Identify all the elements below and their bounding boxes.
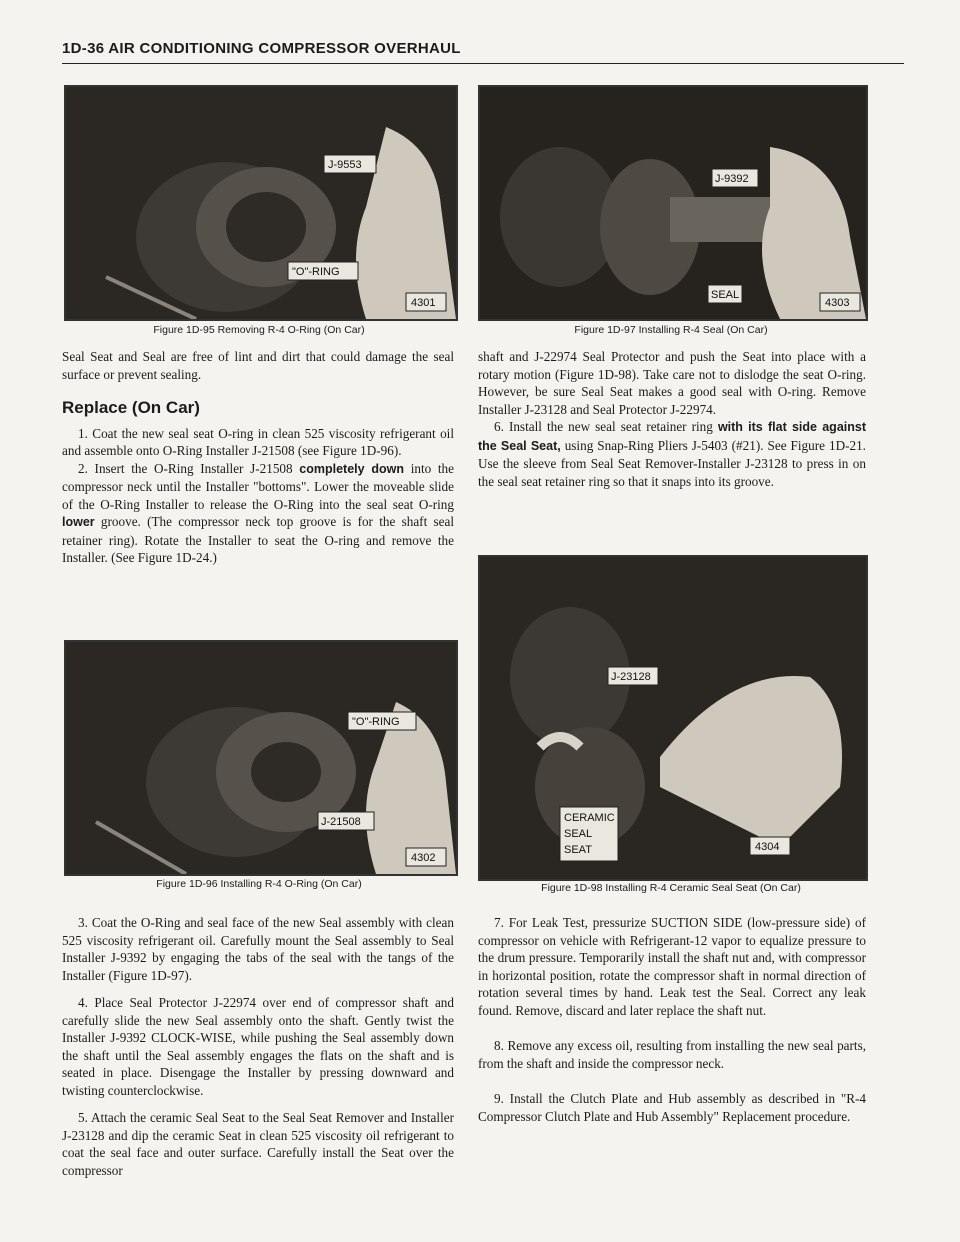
step-3: 3. Coat the O-Ring and seal face of the new Seal assembly with clean 525 viscosity refrigerant oil. Carefully mount the Seal assembly to Seal Installer J-9392 by engaging the tabs of the seal with the tangs of the Installer (Figure 1D-97). — [62, 915, 454, 983]
callout-seal: SEAL — [711, 289, 740, 301]
callout-seal-2: SEAL — [564, 828, 593, 840]
callout-4304: 4304 — [755, 841, 780, 853]
figure-1d-96-photo — [64, 640, 458, 876]
callout-j9553: J-9553 — [328, 159, 362, 171]
callout-4302: 4302 — [411, 852, 436, 864]
section-heading-replace: Replace (On Car) — [62, 398, 200, 417]
callout-o-ring-2: "O"-RING — [352, 716, 400, 728]
step-4: 4. Place Seal Protector J-22974 over end of compressor shaft and carefully slide the new Seal assembly onto the shaft. Gently twist the Installer J-9392 CLOCK-WISE, while pushing the Seal assembly down the shaft until the Seal assembly engages the flats on the shaft and is seated in place. Disengage the Installer by pressing downward and twisting counterclockwise. — [62, 995, 454, 1098]
step-2: 2. Insert the O-Ring Installer J-21508 completely down into the compressor neck until the Installer "bottoms". Lower the moveable slide of the O-Ring Installer to release the O-Ring into the seal seat O-ring lower groove. (The compressor neck top groove is for the shaft seal retainer ring). Rotate the Installer to seat the O-ring and remove the Installer. (See Figure 1D-24.) — [62, 460, 454, 565]
figure-1d-97-caption: Figure 1D-97 Installing R-4 Seal (On Car) — [574, 324, 768, 336]
callout-o-ring: "O"-RING — [292, 266, 340, 278]
left-column-top — [62, 348, 454, 567]
step-9: 9. Install the Clutch Plate and Hub assembly as described in "R-4 Compressor Clutch Plate and Hub Assembly" Replacement procedure. — [478, 1091, 866, 1124]
intro-paragraph: Seal Seat and Seal are free of lint and dirt that could damage the seal surface or prevent sealing. — [62, 349, 454, 382]
callout-ceramic: CERAMIC — [564, 812, 615, 824]
callout-j21508: J-21508 — [321, 816, 361, 828]
step-1: 1. Coat the new seal seat O-ring in clean 525 viscosity refrigerant oil and assemble onto O-Ring Installer J-21508 (see Figure 1D-96). — [62, 425, 454, 458]
figure-1d-95-photo — [64, 85, 458, 321]
callout-j9392: J-9392 — [715, 173, 749, 185]
right-column-top — [478, 348, 866, 490]
figure-1d-98-photo — [478, 555, 868, 881]
left-column-bottom — [62, 914, 454, 1179]
step-5: 5. Attach the ceramic Seal Seat to the Seal Seat Remover and Installer J-23128 and dip the ceramic Seat in clean 525 viscosity oil refrigerant to coat the seal face and outer surface. Carefully install the Seat over the compressor — [62, 1110, 454, 1178]
step-6: 6. Install the new seal seat retainer ring with its flat side against the Seal Seat, using Snap-Ring Pliers J-5403 (#21). See Figure 1D-21. Use the sleeve from Seal Seat Remover-Installer J-23128 to press in on the seal seat retainer ring so that it snaps into its groove. — [478, 419, 866, 489]
callout-4303: 4303 — [825, 297, 850, 309]
right-column-bottom — [478, 914, 866, 1125]
figure-1d-98-caption: Figure 1D-98 Installing R-4 Ceramic Seal Seat (On Car) — [541, 882, 801, 894]
page-header: 1D-36 AIR CONDITIONING COMPRESSOR OVERHAUL — [62, 40, 904, 64]
step-5-continued: shaft and J-22974 Seal Protector and push the Seat into place with a rotary motion (Figure 1D-98). Take care not to dislodge the seat O-ring. However, be sure Seal Seat makes a good seal with O-ring. Remove Installer J-23128 and Seal Protector J-22974. — [478, 349, 866, 417]
callout-seat: SEAT — [564, 844, 592, 856]
step-8: 8. Remove any excess oil, resulting from installing the new seal parts, from the shaft and inside the compressor neck. — [478, 1038, 866, 1071]
figure-1d-97-photo — [478, 85, 868, 321]
callout-4301: 4301 — [411, 297, 436, 309]
figure-1d-95-caption: Figure 1D-95 Removing R-4 O-Ring (On Car) — [153, 324, 365, 336]
figure-1d-96-caption: Figure 1D-96 Installing R-4 O-Ring (On Car) — [156, 878, 362, 890]
step-7: 7. For Leak Test, pressurize SUCTION SIDE (low-pressure side) of compressor on vehicle with Refrigerant-12 vapor to equalize pressure to the drum pressure. Temporarily install the shaft nut and, with compressor in horizontal position, rotate the compressor shaft in normal direction of rotation several times by hand. Leak test the Seal. Correct any leak found. Remove, discard and later replace the shaft nut. — [478, 915, 866, 1018]
callout-j23128: J-23128 — [611, 671, 651, 683]
